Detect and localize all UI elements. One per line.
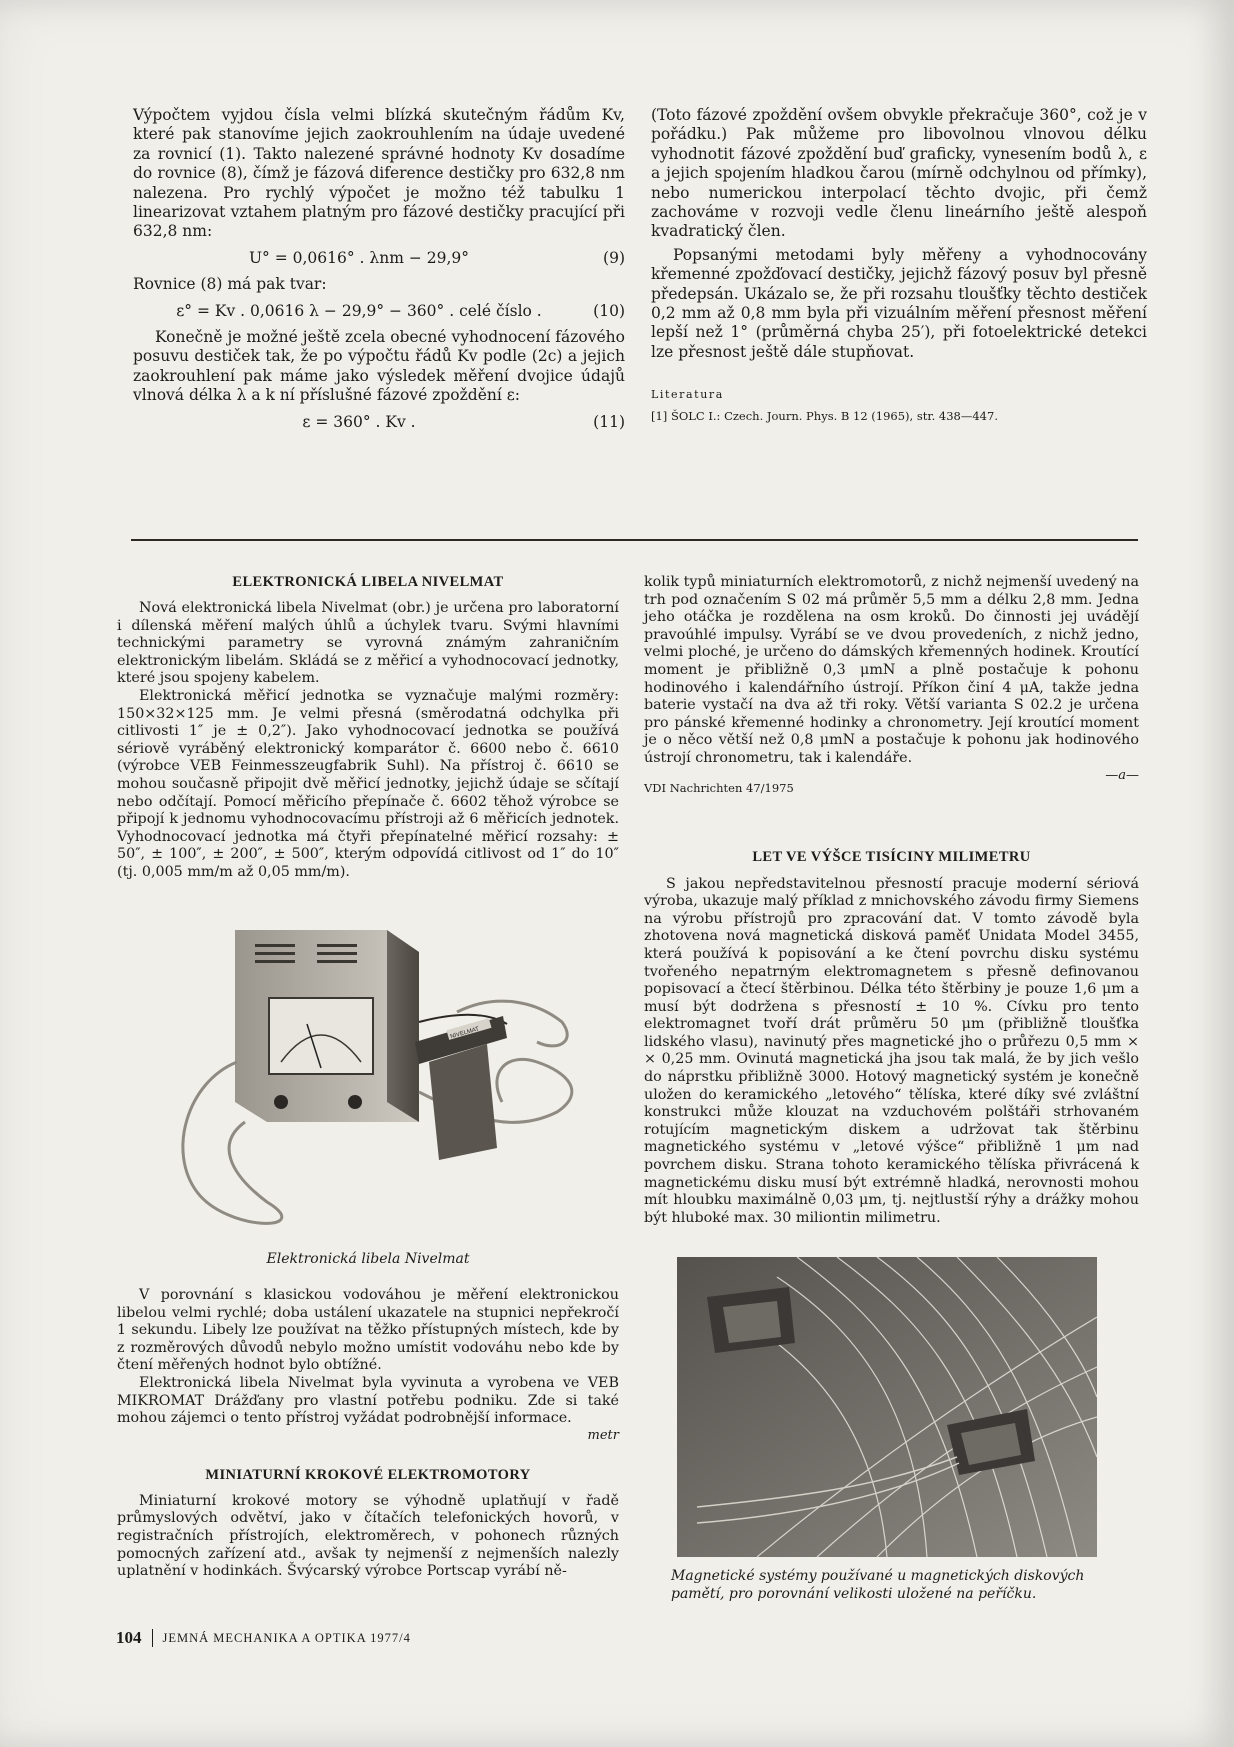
equation-9 — [133, 249, 625, 268]
nivelmat-photo — [157, 912, 587, 1242]
paragraph: Miniaturní krokové motory se výhodně uplatňují v řadě průmyslových odvětví, jako v čítačích telefonických hovorů, v registračních přístrojích, elektroměrech, v pohonech různých pomocných zařízení atd., avšak ty nejmenší z nejmenších nalezly uplatnění v hodinkách. Švýcarský výrobce Portscap vyrábí ně- — [117, 1492, 619, 1580]
equation-formula: ε° = Kv . 0,0616 λ − 29,9° − 360° . celé číslo . — [176, 301, 542, 320]
paragraph: Výpočtem vyjdou čísla velmi blízká skutečným řádům Kv, které pak stanovíme jejich zaokrouhlením na údaje uvedené za rovnicí (1). Takto nalezené správné hodnoty Kv dosadíme do rovnice (8), čímž je fázová diference destičky pro 632,8 nm nalezena. Pro rychlý výpočet je možno též tabulku 1 linearizovat vztahem platným pro fázové destičky pracující při 632,8 nm: — [133, 106, 625, 241]
equation-number: (9) — [603, 248, 625, 267]
author-sign: metr — [587, 1427, 619, 1443]
equation-number: (11) — [593, 412, 625, 431]
paragraph: V porovnání s klasickou vodováhou je měření elektronickou libelou velmi rychlé; doba ustálení ukazatele na stupnici nepřekročí 1 sekundu. Libely lze používat na těžko přístupných místech, kde by z rozměrových důvodů nebylo možno umístit vodováhu nebo kde by čtení měřených hodnot bylo obtížné. — [117, 1287, 619, 1374]
literature-heading: Literatura — [651, 388, 724, 402]
bottom-left-column — [117, 574, 619, 1580]
article-title-nivelmat: ELEKTRONICKÁ LIBELA NIVELMAT — [232, 574, 504, 590]
magnetic-heads-photo — [677, 1257, 1097, 1557]
paragraph: Nová elektronická libela Nivelmat (obr.) je určena pro laboratorní i dílenská měření malých úhlů a úchylek tvaru. Svými hlavními technickými parametry se vyrovná známým zahraničním elektronickým libelám. Skládá se z měřicí a vyhodnocovací jednotky, které jsou spojeny kabelem. — [117, 600, 619, 687]
source-note: VDI Nachrichten 47/1975 — [644, 780, 794, 795]
article-title-motors: MINIATURNÍ KROKOVÉ ELEKTROMOTORY — [205, 1466, 531, 1483]
equation-10 — [133, 302, 625, 321]
literature-reference: [1] ŠOLC I.: Czech. Journ. Phys. B 12 (1965), str. 438—447. — [651, 409, 998, 424]
equation-formula: U° = 0,0616° . λnm − 29,9° — [248, 248, 470, 267]
top-right-column — [651, 106, 1147, 424]
device-label: NIVELMAT — [449, 1026, 480, 1041]
paragraph: Elektronická měřicí jednotka se vyznačuje malými rozměry: 150×32×125 mm. Je velmi přesná (směrodatná odchylka při citlivosti 1″ je ± 0,2″). Jako vyhodnocovací jednotka se používá sériově vyráběný elektronický komparátor č. 6600 nebo č. 6610 (výrobce VEB Feinmesszeugfabrik Suhl). Na přístroj č. 6610 se mohou současně připojit dvě měřicí jednotky, jejichž údaje se sčítají nebo odčítají. Pomocí měřicího přepínače č. 6602 těhož výrobce se připojí k jednomu vyhodnocovacímu přístroji až 6 měřicích jednotek. Vyhodnocovací jednotka má čtyři přepínatelné měřicí rozsahy: ± 50″, ± 100″, ± 200″, ± 500″, kterým odpovídá citlivost od 1″ do 10″ (tj. 0,005 mm/m až 0,05 mm/m). — [117, 687, 619, 880]
bottom-right-column — [644, 574, 1139, 1603]
equation-11 — [133, 413, 625, 432]
equation-number: (10) — [593, 301, 625, 320]
top-left-column — [133, 106, 625, 439]
paragraph: Konečně je možné ještě zcela obecné vyhodnocení fázového posuvu destiček tak, že po výpočtu řádů Kv podle (2c) a jejich zaokrouhlení pak máme jako výsledek měření dvojice údajů vlnová délka λ a k ní příslušné fázové zpoždění ε: — [133, 328, 625, 405]
paragraph: Popsanými metodami byly měřeny a vyhodnocovány křemenné zpožďovací destičky, jejichž fázový posuv byl přesně předepsán. Ukázalo se, že při rozsahu tloušťky těchto destiček 0,2 mm až 0,8 mm byla při vizuálním měření přesnost měření lepší než 1° (průměrná chyba 25′), při fotoelektrické detekci lze přesnost ještě dále stupňovat. — [651, 245, 1147, 361]
journal-name: JEMNÁ MECHANIKA A OPTIKA 1977/4 — [162, 1630, 411, 1645]
footer-divider — [152, 1629, 153, 1647]
paragraph: (Toto fázové zpoždění ovšem obvykle překračuje 360°, což je v pořádku.) Pak můžeme pro libovolnou vlnovou délku vyhodnotit fázové zpoždění buď graficky, vynesením bodů λ, ε a jejich spojením hladkou čarou (mírně odchylnou od přímky), nebo numerickou interpolací těchto dvojic, při čemž zachováme v rozvoji vedle členu lineárního ještě alespoň kvadratický člen. — [651, 106, 1147, 241]
page-number: 104 — [116, 1628, 142, 1647]
equation-formula: ε = 360° . Kv . — [302, 412, 416, 431]
section-divider — [131, 539, 1138, 541]
article-title-flight: LET VE VÝŠCE TISÍCINY MILIMETRU — [752, 848, 1031, 865]
photo-caption: Magnetické systémy používané u magnetických diskových pamětí, pro porovnání velikosti uložené na peříčku. — [671, 1568, 1085, 1603]
paragraph: Elektronická libela Nivelmat byla vyvinuta a vyrobena ve VEB MIKROMAT Drážďany pro vlastní potřebu podniku. Zde si také mohou zájemci o tento přístroj vyžádat podrobnější informace. — [117, 1374, 619, 1427]
author-sign: —a— — [1105, 767, 1139, 783]
photo-caption: Elektronická libela Nivelmat — [266, 1251, 470, 1267]
paragraph: Rovnice (8) má pak tvar: — [133, 275, 327, 294]
paragraph: kolik typů miniaturních elektromotorů, z nichž nejmenší uvedený na trh pod označením S 02 má průměr 5,5 mm a délku 2,8 mm. Jedna jeho otáčka je rozdělena na osm kroků. Do činnosti jej uvádějí pravoúhlé impulsy. Vyrábí se ve dvou provedeních, z nichž jedno, velmi ploché, je určeno do dámských křemenných hodinek. Kroutící moment je přibližně 0,3 μmN a plně postačuje k pohonu hodinového i kalendářního ústrojí. Příkon činí 4 μA, takže jedna baterie vystačí na dva až tři roky. Větší varianta S 02.2 je určena pro pánské křemenné hodinky a chronometry. Její kroutící moment je o něco větší než 0,8 μmN a postačuje k pohonu jak hodinového ústrojí chronometru, tak i kalendáře. — [644, 574, 1139, 766]
paragraph: S jakou nepředstavitelnou přesností pracuje moderní sériová výroba, ukazuje malý příklad z mnichovského závodu firmy Siemens na výrobu přístrojů pro zpracování dat. V tomto závodě byla zhotovena nová magnetická disková paměť Unidata Model 3455, která používá k popisování a ke čtení povrchu disku systému tvořeného nepatrným elektromagnetem s přesně definovanou popisovací a čtecí štěrbinou. Délka této štěrbiny je pouze 1,6 μm a musí být dodržena s přesností ± 10 %. Cívku pro tento elektromagnet tvoří drát průměru 50 μm (přibližně tloušťka lidského vlasu), navinutý přes magnetické jho o průřezu 0,5 mm × × 0,25 mm. Ovinutá magnetická jha jsou tak malá, že by jich vešlo do náprstku přibližně 3000. Hotový magnetický systém je konečně uložen do keramického „letového“ tělíska, které díky své zvláštní konstrukci může klouzat na vzduchovém polštáři strhovaném rotujícím magnetickým diskem a udržovat tak štěrbinu magnetického systému v „letové výšce“ přibližně 1 μm nad povrchem disku. Strana tohoto keramického tělíska přivrácená k magnetickému disku musí být extrémně hladká, nerovnosti mohou mít hloubku maximálně 0,03 μm, tj. nejtlustší rýhy a drážky mohou být hluboké max. 30 miliontin milimetru. — [644, 875, 1139, 1226]
page-footer — [116, 1628, 411, 1648]
